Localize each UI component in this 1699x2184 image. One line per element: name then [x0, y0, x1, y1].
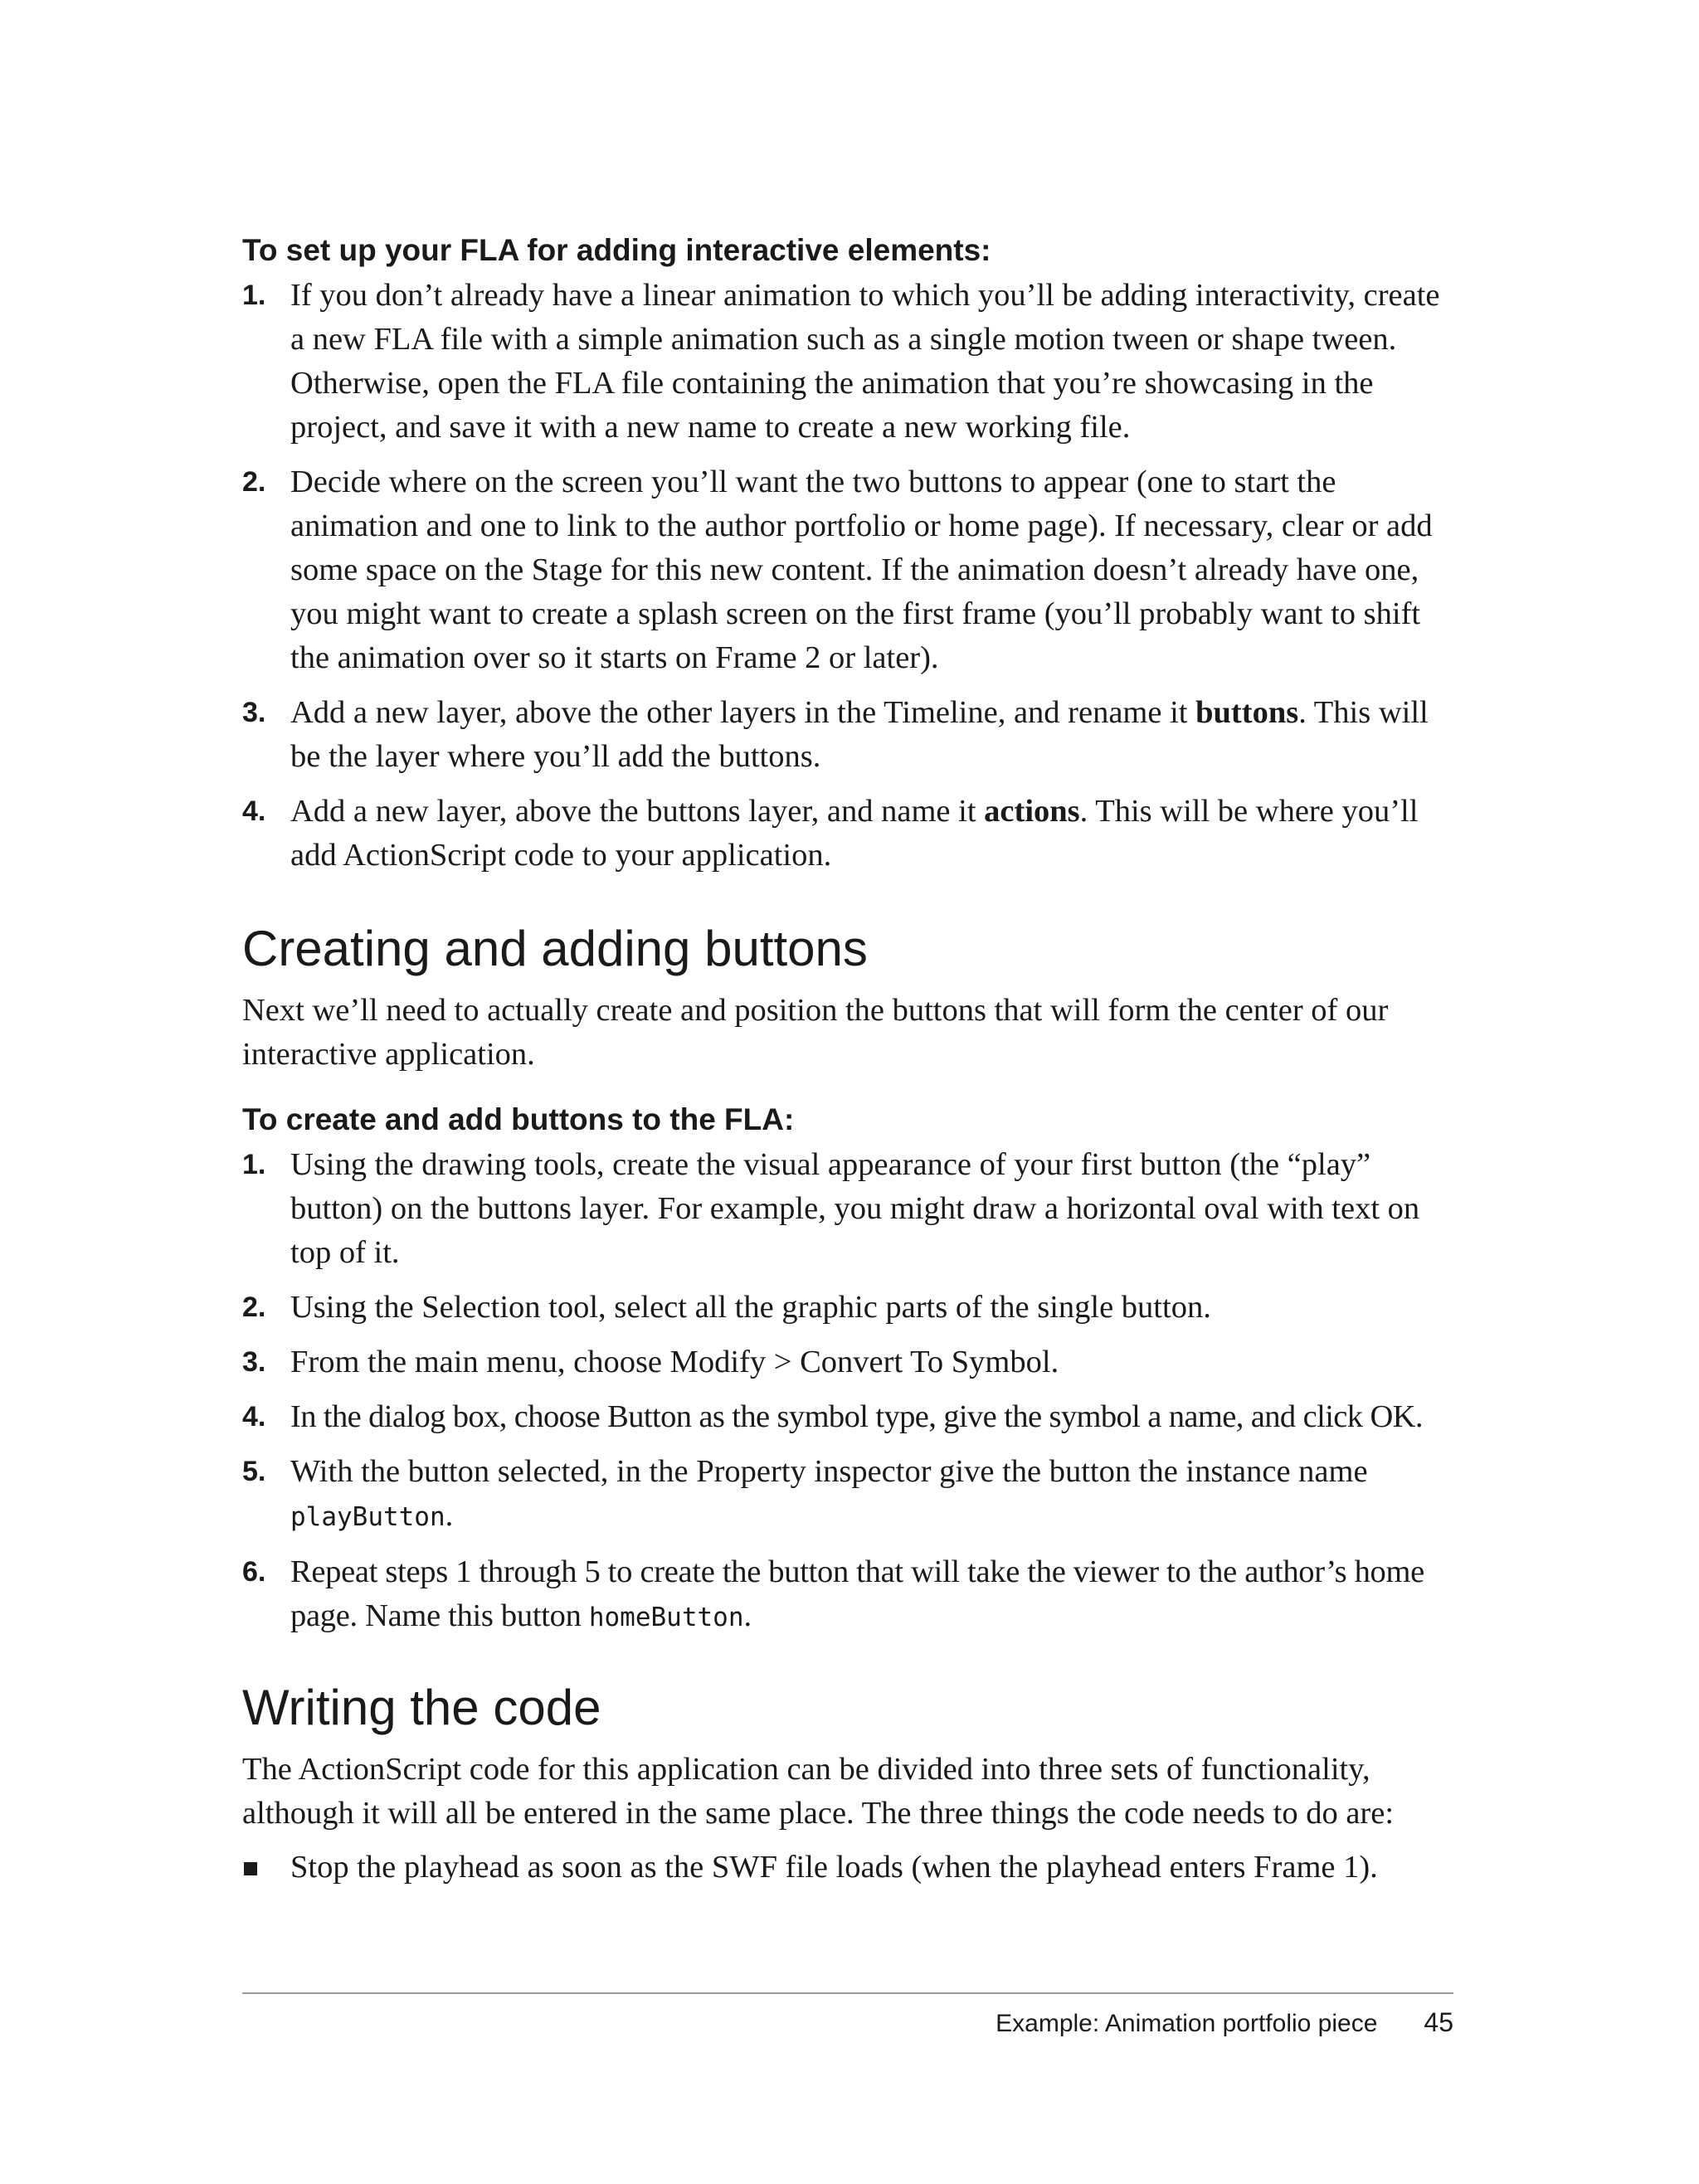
step-number: 1. [242, 280, 266, 311]
step-text: Using the Selection tool, select all the graphic parts of the single button. [290, 1290, 1211, 1325]
bullet-text: Stop the playhead as soon as the SWF file loads (when the playhead enters Frame 1). [290, 1850, 1378, 1885]
step-text: If you don’t already have a linear animation to which you’ll be adding interactivity, create a new FLA file with a simple animation such as a single motion tween or shape tween. Otherwise, open the FLA file containing the animation that you’re showcasing in the project, and save it with a new name to create a new working file. [290, 278, 1440, 445]
creating-intro-paragraph: Next we’ll need to actually create and position the buttons that will form the center of our interactive application. [242, 993, 1389, 1072]
step-number: 4. [242, 795, 266, 827]
footer-chapter-title: Example: Animation portfolio piece [996, 2010, 1378, 2037]
writing-intro-paragraph: The ActionScript code for this application can be divided into three sets of functionality, although it will all be entered in the same place. The three things the code needs to do are: [242, 1752, 1395, 1831]
step-text-post: . [445, 1498, 454, 1533]
code-task-1 [242, 1846, 1453, 1890]
step-text-pre: Add a new layer, above the buttons layer, and name it [290, 794, 985, 829]
code-playbutton: playButton [290, 1502, 445, 1532]
step-text: In the dialog box, choose Button as the symbol type, give the symbol a name, and click OK. [290, 1399, 1423, 1434]
section-title-writing-code: Writing the code [242, 1680, 601, 1735]
step-text-pre: Repeat steps 1 through 5 to create the button that will take the viewer to the author’s home page. Name this button [290, 1554, 1424, 1633]
setup-step-1 [242, 274, 1453, 450]
setup-step-4 [242, 790, 1453, 878]
step-text-post: . This will be the layer where you’ll add the buttons. [290, 695, 1429, 774]
page-content [242, 229, 1453, 1890]
step-text-post: . [743, 1598, 752, 1633]
setup-step-3 [242, 691, 1453, 779]
create-step-3 [242, 1340, 1453, 1384]
step-number: 3. [242, 697, 266, 728]
code-tasks-list [242, 1846, 1453, 1890]
step-number: 6. [242, 1556, 266, 1588]
page-number: 45 [1424, 2007, 1453, 2037]
step-text-post: . This will be where you’ll add ActionScript code to your application. [290, 794, 1419, 873]
step-number: 1. [242, 1149, 266, 1180]
code-homebutton: homeButton [588, 1603, 744, 1632]
square-bullet-icon [244, 1862, 257, 1875]
step-text-pre: With the button selected, in the Property inspector give the button the instance name [290, 1454, 1368, 1489]
setup-procedure-heading: To set up your FLA for adding interactive elements: [242, 233, 991, 267]
step-text: From the main menu, choose Modify > Convert To Symbol. [290, 1345, 1059, 1379]
page-footer [996, 2006, 1453, 2041]
step-number: 2. [242, 466, 266, 498]
create-step-1 [242, 1143, 1453, 1275]
create-procedure-heading: To create and add buttons to the FLA: [242, 1102, 795, 1136]
step-number: 5. [242, 1456, 266, 1487]
step-number: 3. [242, 1346, 266, 1378]
create-step-6 [242, 1550, 1453, 1640]
footer-divider [242, 1992, 1453, 1994]
step-number: 2. [242, 1291, 266, 1323]
layer-name-buttons: buttons [1195, 695, 1299, 730]
create-steps-list [242, 1143, 1453, 1640]
section-title-creating-buttons: Creating and adding buttons [242, 921, 868, 976]
setup-step-2 [242, 460, 1453, 680]
create-step-5 [242, 1450, 1453, 1540]
step-text-pre: Add a new layer, above the other layers in the Timeline, and rename it [290, 695, 1196, 730]
step-number: 4. [242, 1401, 266, 1432]
layer-name-actions: actions [984, 794, 1080, 829]
create-step-4 [242, 1395, 1453, 1439]
step-text: Using the drawing tools, create the visual appearance of your first button (the “play” button) on the buttons layer. For example, you might draw a horizontal oval with text on top of it. [290, 1147, 1420, 1270]
setup-steps-list [242, 274, 1453, 878]
create-step-2 [242, 1286, 1453, 1330]
step-text: Decide where on the screen you’ll want the two buttons to appear (one to start the animation and one to link to the author portfolio or home page). If necessary, clear or add some space on the Stage for this new content. If the animation doesn’t already have one, you might want to create a splash screen on the first frame (you’ll probably want to shift the animation over so it starts on Frame 2 or later). [290, 465, 1433, 675]
